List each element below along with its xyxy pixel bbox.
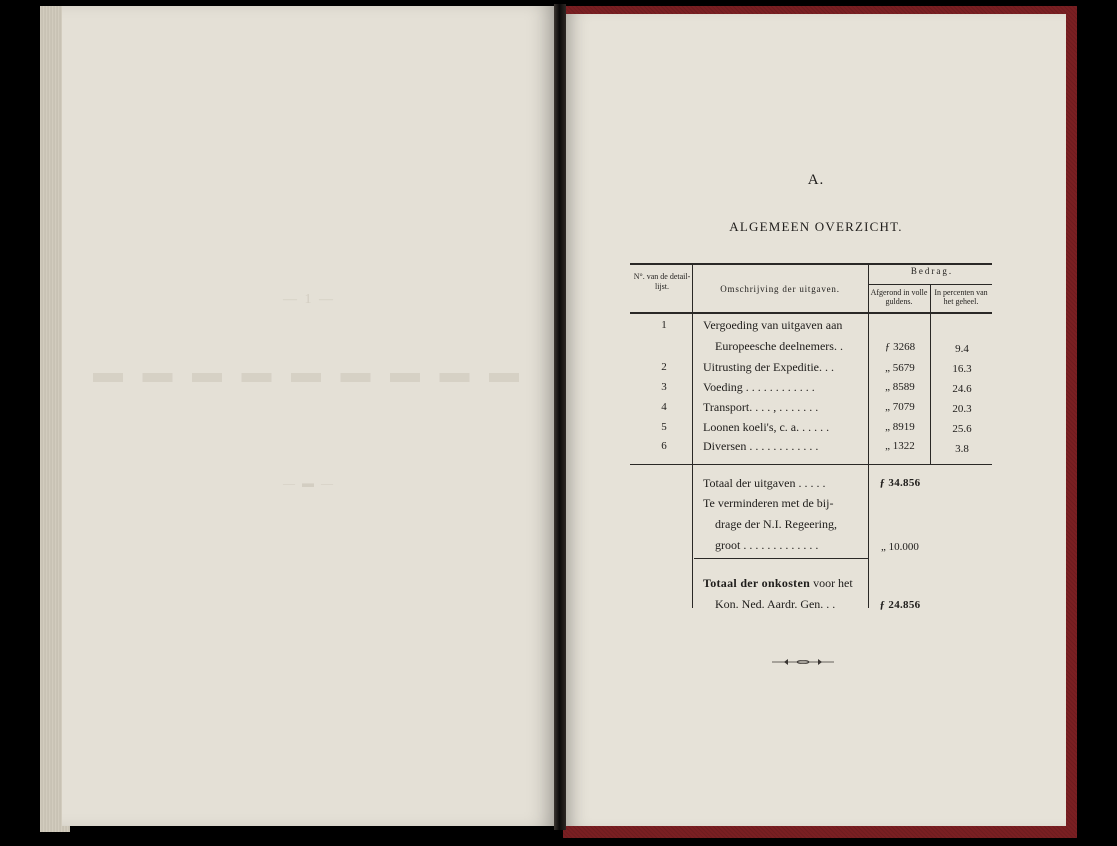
show-through-text: ▬ ▬ ▬ ▬ ▬ ▬ ▬ ▬ ▬ bbox=[93, 356, 525, 389]
row-number: 3 bbox=[661, 381, 667, 393]
subtract-line-3: groot . . . . . . . . . . . . . bbox=[715, 538, 819, 552]
row-amount: „ 1322 bbox=[885, 440, 915, 452]
subtotal-rule bbox=[694, 558, 868, 559]
col-divider bbox=[930, 285, 931, 465]
final-line-2: Kon. Ned. Aardr. Gen. . . bbox=[715, 597, 836, 611]
page-title: ALGEMEEN OVERZICHT. bbox=[729, 219, 903, 234]
right-page bbox=[566, 14, 1066, 826]
rows-bottom-rule bbox=[630, 464, 992, 465]
row-description: Voeding . . . . . . . . . . . . bbox=[703, 380, 815, 394]
final-label-bold: Totaal der onkosten bbox=[703, 576, 811, 590]
subtract-line-2: drage der N.I. Regeering, bbox=[715, 517, 837, 531]
row-number: 6 bbox=[661, 440, 667, 452]
header-description: Omschrijving der uitgaven. bbox=[720, 284, 840, 294]
row-amount: ƒ 3268 bbox=[884, 341, 916, 353]
row-amount: „ 8919 bbox=[885, 421, 915, 433]
header-number: N°. van de detail-lijst. bbox=[633, 272, 691, 291]
final-amount: ƒ 24.856 bbox=[879, 599, 921, 611]
col-divider bbox=[868, 264, 869, 608]
header-amount: Bedrag. bbox=[910, 266, 954, 276]
header-amount-rounded: Afgerond in volle guldens. bbox=[870, 288, 928, 306]
subtract-line-1: Te verminderen met de bij- bbox=[703, 496, 834, 510]
row-description: Uitrusting der Expeditie. . . bbox=[703, 360, 834, 374]
row-percent: 25.6 bbox=[952, 423, 972, 435]
row-number: 5 bbox=[661, 421, 667, 433]
row-number: 4 bbox=[661, 401, 667, 413]
row-amount: „ 7079 bbox=[885, 401, 915, 413]
header-bottom-rule bbox=[630, 312, 992, 314]
book-gutter bbox=[554, 4, 566, 830]
row-description: Diversen . . . . . . . . . . . . bbox=[703, 439, 819, 453]
left-page bbox=[62, 6, 556, 826]
row-description: Loonen koeli's, c. a. . . . . . bbox=[703, 420, 830, 434]
appendix-letter: A. bbox=[807, 172, 825, 188]
total-label: Totaal der uitgaven . . . . . bbox=[703, 476, 826, 490]
show-through-text: — 1 — bbox=[283, 292, 335, 307]
total-amount: ƒ 34.856 bbox=[879, 477, 921, 489]
row-percent: 16.3 bbox=[952, 363, 972, 375]
row-amount: „ 5679 bbox=[885, 362, 915, 374]
header-amount-percent: In percenten van het geheel. bbox=[934, 288, 988, 306]
row-number: 1 bbox=[661, 319, 667, 331]
row-description: Transport. . . . , . . . . . . . bbox=[703, 400, 819, 414]
subtract-amount: „ 10.000 bbox=[881, 541, 919, 553]
row-amount: „ 8589 bbox=[885, 381, 915, 393]
col-divider bbox=[692, 264, 693, 608]
row-percent: 20.3 bbox=[952, 403, 972, 415]
row-percent: 24.6 bbox=[952, 383, 972, 395]
show-through-text: — ▬ — bbox=[283, 476, 335, 490]
row-number: 2 bbox=[661, 361, 667, 373]
row-description: Vergoeding van uitgaven aan bbox=[703, 318, 843, 332]
final-label-rest: voor het bbox=[810, 576, 853, 590]
ornament-divider bbox=[772, 658, 834, 666]
final-label bbox=[703, 576, 863, 590]
table-top-rule bbox=[630, 263, 992, 265]
row-percent: 3.8 bbox=[955, 443, 969, 455]
row-description-cont: Europeesche deelnemers. . bbox=[715, 339, 843, 353]
row-percent: 9.4 bbox=[955, 343, 969, 355]
